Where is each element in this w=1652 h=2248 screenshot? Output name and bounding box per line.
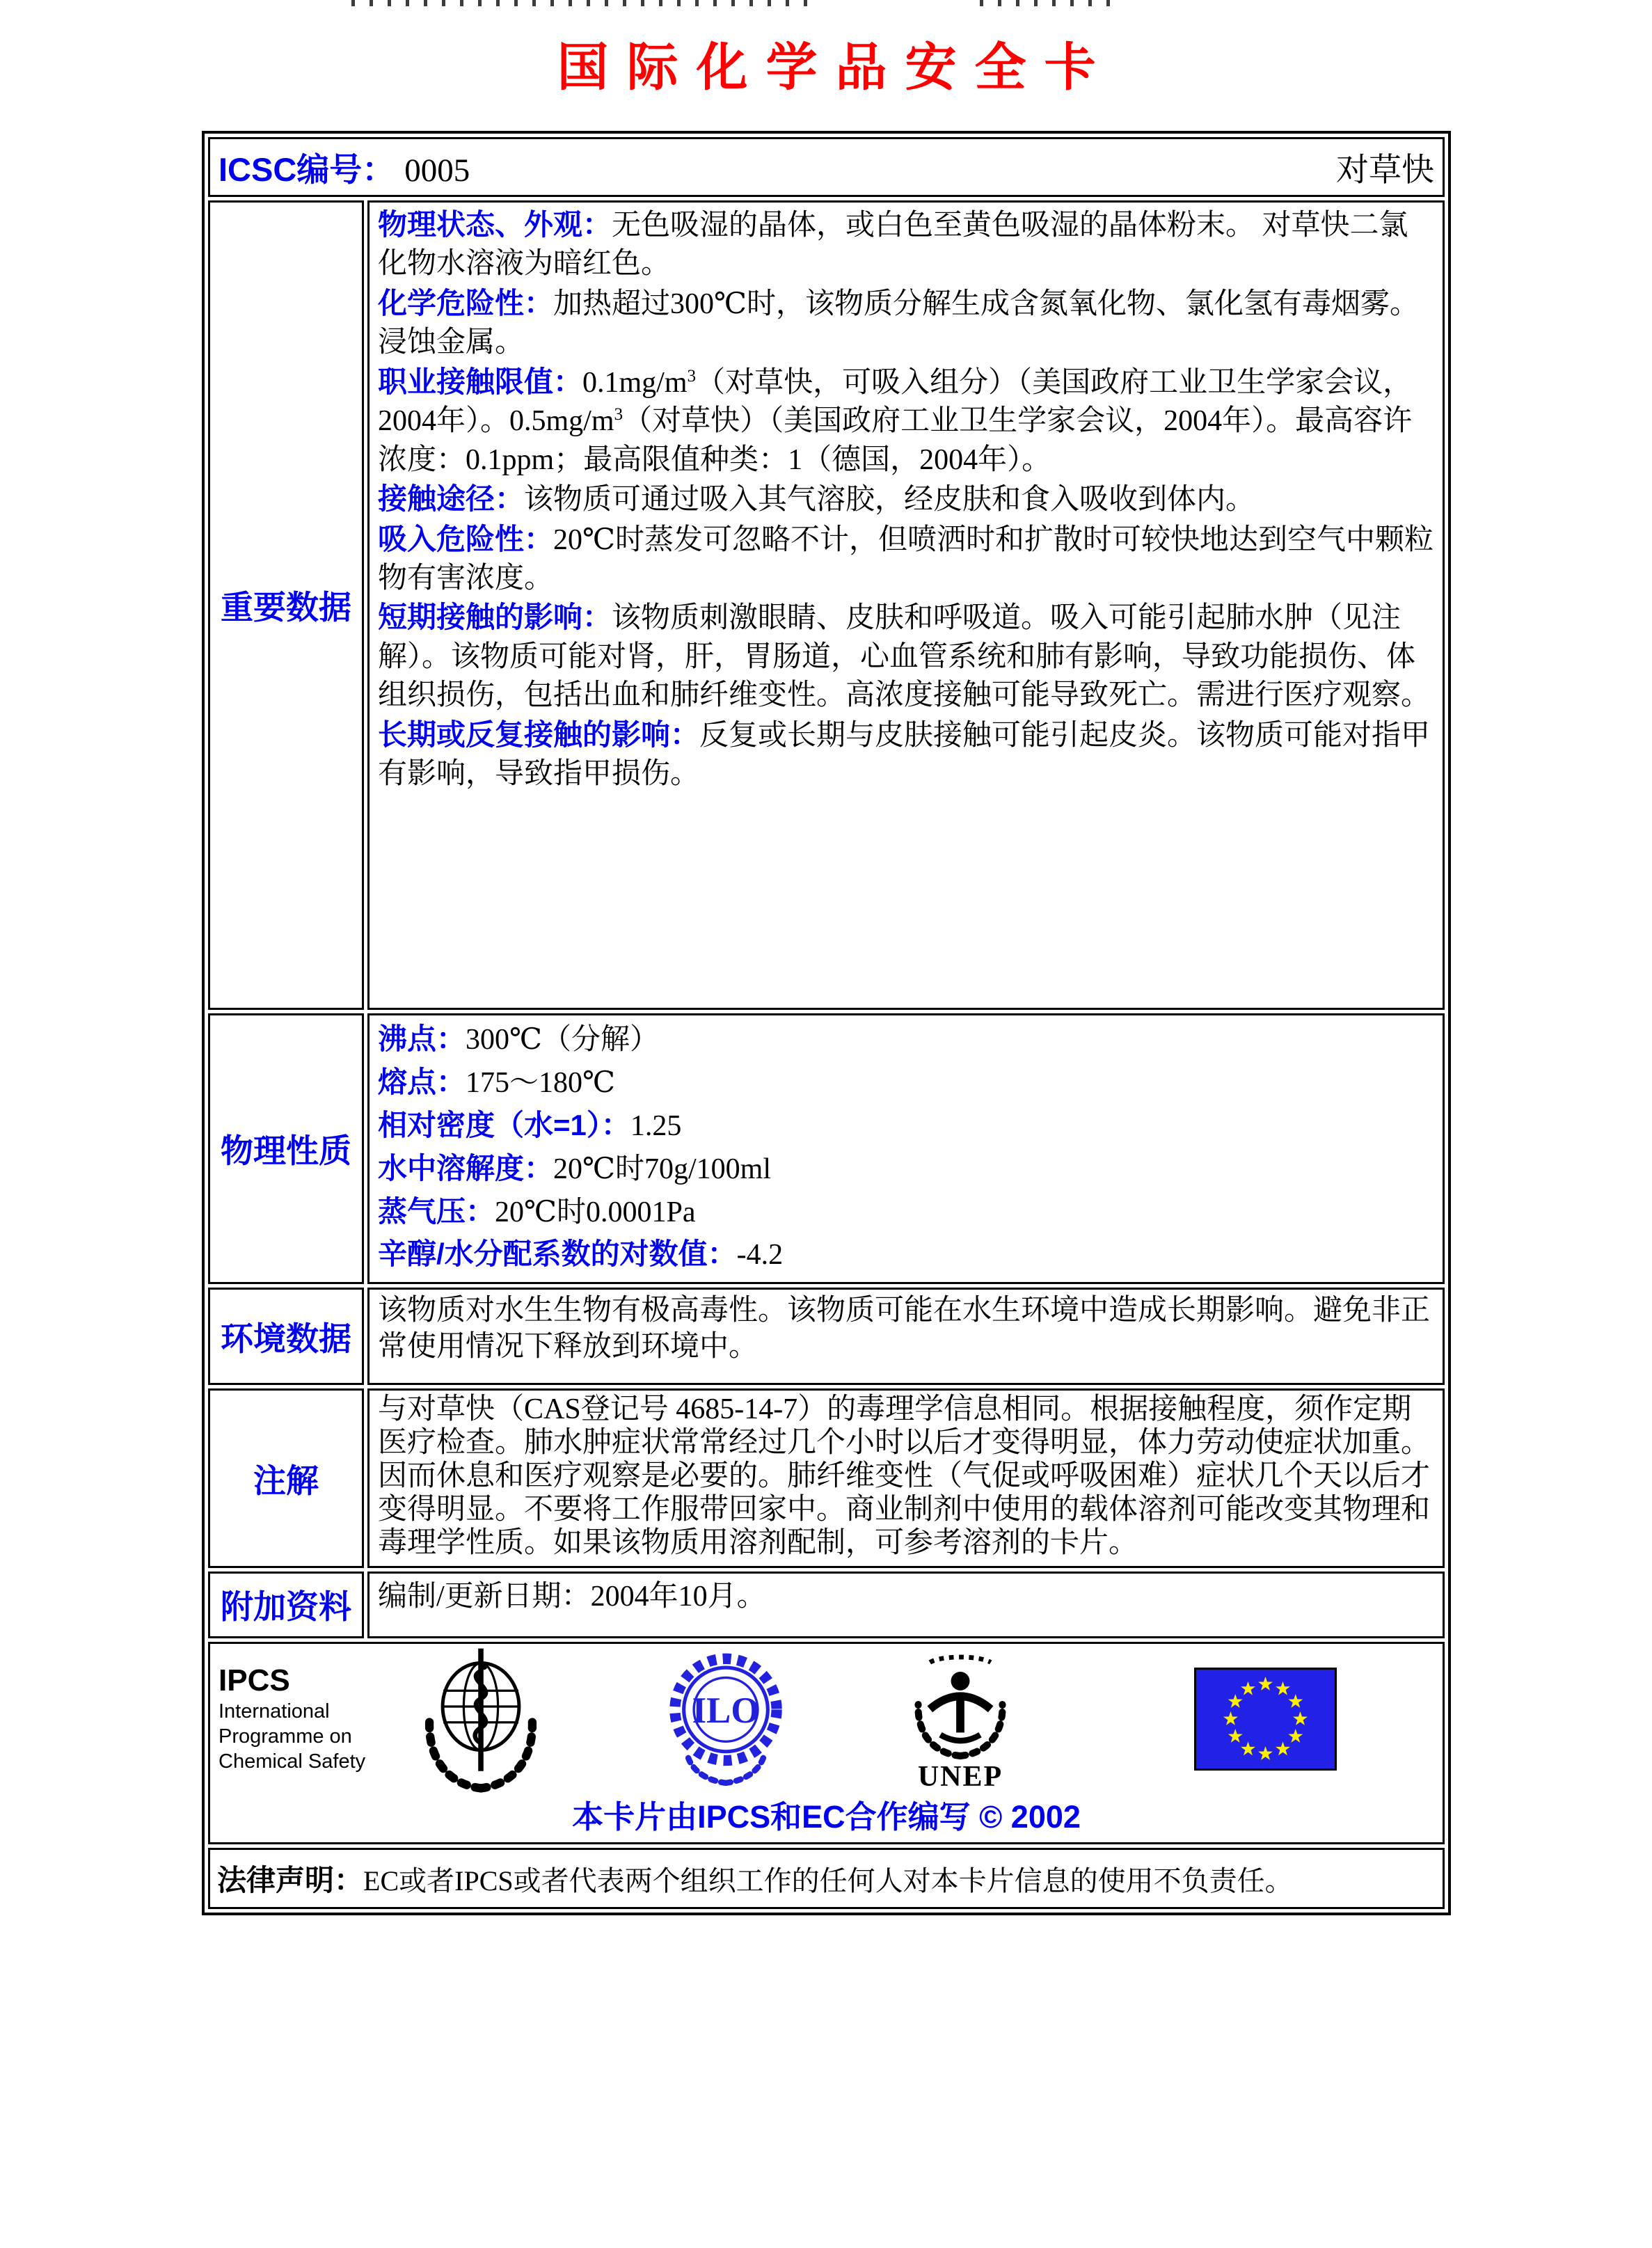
section-label-physical-properties: 物理性质 xyxy=(208,1013,364,1284)
text-run: 20℃时70g/100ml xyxy=(553,1153,772,1185)
field-label: 吸入危险性： xyxy=(378,522,554,555)
chemical-name: 对草快 xyxy=(1336,152,1434,189)
section-label-additional-information: 附加资料 xyxy=(208,1572,364,1638)
page-title: 国际化学品安全卡 xyxy=(557,38,1114,96)
icsc-card-table xyxy=(202,131,1451,1915)
paragraph xyxy=(378,363,1436,480)
ipcs-subtitle-line: Chemical Safety xyxy=(219,1750,366,1773)
paragraph xyxy=(378,715,1436,794)
text-run: 20℃时0.0001Pa xyxy=(495,1196,696,1228)
paragraph xyxy=(378,598,1436,715)
field-label: 辛醇/水分配系数的对数值： xyxy=(378,1237,737,1271)
superscript: 3 xyxy=(687,366,697,386)
ipcs-text-block xyxy=(219,1663,405,1774)
ipcs-subtitle-line: International xyxy=(219,1700,330,1723)
legal-notice-label: 法律声明： xyxy=(217,1863,364,1897)
unep-logo-block xyxy=(898,1646,1023,1794)
ipcs-title: IPCS xyxy=(219,1663,290,1698)
ilo-logo-icon xyxy=(667,1648,785,1790)
text-run: （对草快，可吸入组分）（美国政府工业卫生学家会议，2004年）。0.5mg/m xyxy=(378,366,1413,438)
text-run: 该物质刺激眼睛、皮肤和呼吸道。吸入可能引起肺水肿（见注解）。该物质可能对肾，肝，胃肠道，心血管系统和肺有影响，导致功能损伤、体组织损伤，包括出血和肺纤维变性。高浓度接触可能导致死亡。需进行医疗观察。 xyxy=(378,602,1431,712)
text-run: 与对草快（CAS登记号 4685-14-7）的毒理学信息相同。根据接触程度，须作定期医疗检查。肺水肿症状常常经过几个小时以后才变得明显，体力劳动使症状加重。因而休息和医疗观察是必要的。肺纤维变性（气促或呼吸困难）症状几个天以后才变得明显。不要将工作服带回家中。商业制剂中使用的载体溶剂可能改变其物理和毒理学性质。如果该物质用溶剂配制，可参考溶剂的卡片。 xyxy=(378,1393,1431,1559)
ipcs-subtitle-line: Programme on xyxy=(219,1725,352,1748)
ilo-logo-text: ILO xyxy=(692,1690,760,1731)
section-row-environmental-data xyxy=(208,1288,1445,1385)
legal-row xyxy=(208,1848,1445,1909)
field-label: 沸点： xyxy=(378,1022,466,1055)
paragraph xyxy=(378,1292,1436,1365)
field-label: 短期接触的影响： xyxy=(378,601,612,634)
logos-row xyxy=(208,1642,1445,1844)
section-content-environmental-data xyxy=(367,1288,1445,1385)
paragraph xyxy=(378,520,1436,599)
field-label: 蒸气压： xyxy=(378,1194,495,1228)
paragraph xyxy=(378,205,1436,284)
icsc-number xyxy=(219,144,470,191)
text-run: 该物质可通过吸入其气溶胶，经皮肤和食入吸收到体内。 xyxy=(524,484,1255,516)
paragraph xyxy=(378,1018,1436,1061)
section-row-notes xyxy=(208,1388,1445,1567)
credit-line: 本卡片由IPCS和EC合作编写 © 2002 xyxy=(572,1798,1081,1835)
icsc-number-value: 0005 xyxy=(404,152,470,189)
legal-notice-cell xyxy=(208,1848,1445,1909)
card-header xyxy=(219,144,1434,191)
field-label: 接触途径： xyxy=(378,482,525,516)
section-row-important-data xyxy=(208,200,1445,1010)
section-content-important-data xyxy=(367,200,1445,1010)
paragraph xyxy=(378,1191,1436,1234)
text-run: 反复或长期与皮肤接触可能引起皮炎。该物质可能对指甲有影响，导致指甲损伤。 xyxy=(378,719,1431,791)
section-row-additional-information xyxy=(208,1572,1445,1638)
who-logo-icon xyxy=(415,1645,547,1794)
paragraph xyxy=(378,1393,1436,1560)
section-content-notes xyxy=(367,1388,1445,1567)
text-run: 0.1mg/m xyxy=(582,366,688,399)
section-label-notes: 注解 xyxy=(208,1388,364,1567)
text-run: 175～180℃ xyxy=(466,1066,615,1099)
section-content-additional-information xyxy=(367,1572,1445,1638)
unep-logo-text: UNEP xyxy=(917,1761,1003,1794)
superscript: 3 xyxy=(614,405,624,425)
field-label: 职业接触限值： xyxy=(378,365,583,398)
field-label: 长期或反复接触的影响： xyxy=(378,718,700,751)
unep-logo-icon xyxy=(902,1646,1019,1763)
icsc-number-label: ICSC编号： xyxy=(219,150,395,188)
paragraph xyxy=(378,1105,1436,1148)
section-row-physical-properties xyxy=(208,1013,1445,1284)
field-label: 相对密度（水=1）： xyxy=(378,1108,630,1141)
paragraph xyxy=(378,284,1436,363)
text-run: 20℃时蒸发可忽略不计，但喷洒时和扩散时可较快地达到空气中颗粒物有害浓度。 xyxy=(378,523,1434,594)
text-run: 该物质对水生生物有极高毒性。该物质可能在水生环境中造成长期影响。避免非正常使用情况下释放到环境中。 xyxy=(378,1295,1431,1363)
paragraph xyxy=(378,1233,1436,1276)
paragraph xyxy=(378,1148,1436,1191)
section-label-environmental-data: 环境数据 xyxy=(208,1288,364,1385)
field-label: 化学危险性： xyxy=(378,286,554,319)
text-run: （对草快）（美国政府工业卫生学家会议，2004年）。最高容许浓度：0.1ppm；最高限值种类：1（德国，2004年）。 xyxy=(378,405,1413,476)
cropped-text-fragment xyxy=(980,0,1115,6)
field-label: 熔点： xyxy=(378,1065,466,1098)
paragraph xyxy=(378,480,1436,519)
section-label-important-data: 重要数据 xyxy=(208,200,364,1010)
organization-logos xyxy=(210,1654,1443,1794)
paragraph xyxy=(378,1061,1436,1105)
text-run: 加热超过300℃时，该物质分解生成含氮氧化物、氯化氢有毒烟雾。浸蚀金属。 xyxy=(378,287,1420,359)
eu-flag-icon xyxy=(1194,1668,1337,1771)
card-header-cell xyxy=(208,137,1445,197)
cropped-text-fragment xyxy=(351,0,818,6)
card-header-row xyxy=(208,137,1445,197)
logos-cell xyxy=(208,1642,1445,1844)
paragraph xyxy=(378,1576,1436,1617)
text-run: 300℃（分解） xyxy=(466,1024,659,1056)
cropped-text-fragment xyxy=(0,0,1652,7)
text-run: -4.2 xyxy=(736,1239,784,1272)
text-run: 编制/更新日期：2004年10月。 xyxy=(378,1580,766,1613)
legal-notice-text: EC或者IPCS或者代表两个组织工作的任何人对本卡片信息的使用不负责任。 xyxy=(363,1865,1293,1897)
field-label: 水中溶解度： xyxy=(378,1151,554,1185)
field-label: 物理状态、外观： xyxy=(378,208,612,241)
text-run: 1.25 xyxy=(630,1109,682,1142)
section-content-physical-properties xyxy=(367,1013,1445,1284)
text-run: 无色吸湿的晶体，或白色至黄色吸湿的晶体粉末。 对草快二氯化物水溶液为暗红色。 xyxy=(378,209,1408,280)
